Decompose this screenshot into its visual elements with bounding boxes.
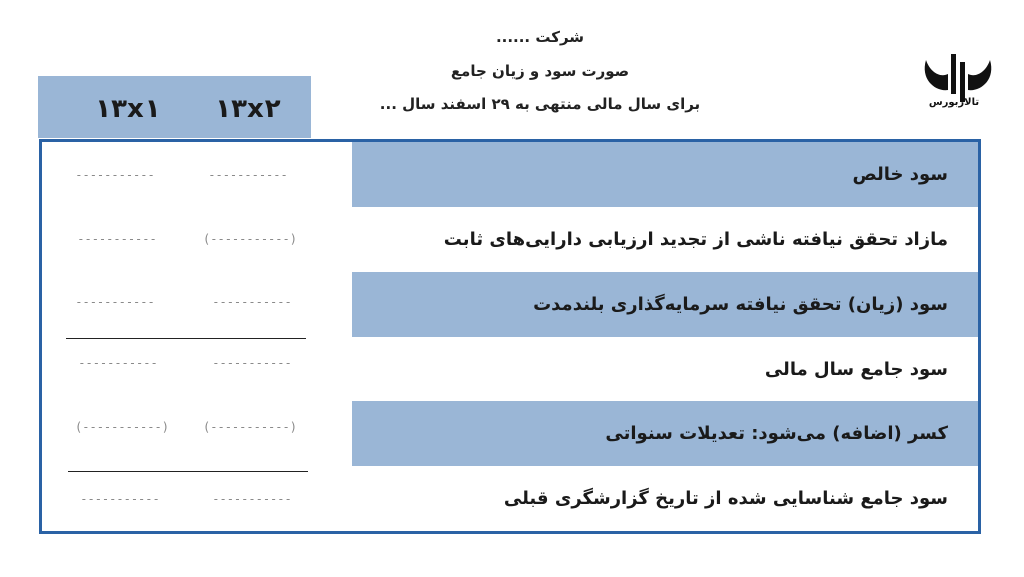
row-label: کسر (اضافه) می‌شود: تعدیلات سنواتی — [605, 423, 948, 444]
bull-horns-logo-icon — [918, 50, 998, 120]
row-prior-year-adjustments — [352, 401, 978, 466]
statement-title: صورت سود و زیان جامع — [450, 62, 630, 80]
value-cell: ----------- — [78, 356, 158, 370]
value-cell: ----------- — [212, 492, 292, 506]
year-1-label: ۱۳x۱ — [95, 94, 161, 124]
company-name: شرکت ...... — [495, 28, 585, 46]
value-cell: ----------- — [212, 295, 292, 309]
row-unrealized-investment — [352, 272, 978, 337]
row-label: سود جامع شناسایی شده از تاریخ گزارشگری قبلی — [503, 488, 948, 509]
value-cell: ----------- — [75, 295, 155, 309]
row-recognized-since-last-report — [352, 466, 978, 531]
row-net-profit — [352, 142, 978, 207]
row-label: سود جامع سال مالی — [764, 359, 948, 380]
year-column-header — [38, 76, 311, 138]
year-2-label: ۱۳x۲ — [215, 94, 281, 124]
subtotal-rule — [66, 338, 306, 339]
row-label: مازاد تحقق نیافته ناشی از تجدید ارزیابی دارایی‌های ثابت — [443, 229, 948, 250]
value-cell: (-----------) — [203, 232, 297, 246]
row-comprehensive-income — [352, 337, 978, 402]
row-label: سود خالص — [852, 164, 948, 185]
value-cell: (-----------) — [75, 420, 169, 434]
period-description: برای سال مالی منتهی به ۲۹ اسفند سال ... — [379, 95, 701, 113]
row-revaluation-surplus — [352, 207, 978, 272]
value-cell: ----------- — [208, 168, 288, 182]
value-cell: ----------- — [80, 492, 160, 506]
logo-text: تالاربورس — [928, 97, 980, 108]
row-label: سود (زیان) تحقق نیافته سرمایه‌گذاری بلندمدت — [533, 294, 948, 315]
subtotal-rule — [68, 471, 308, 472]
value-cell: ----------- — [212, 356, 292, 370]
value-cell: (-----------) — [203, 420, 297, 434]
value-cell: ----------- — [75, 168, 155, 182]
value-cell: ----------- — [77, 232, 157, 246]
